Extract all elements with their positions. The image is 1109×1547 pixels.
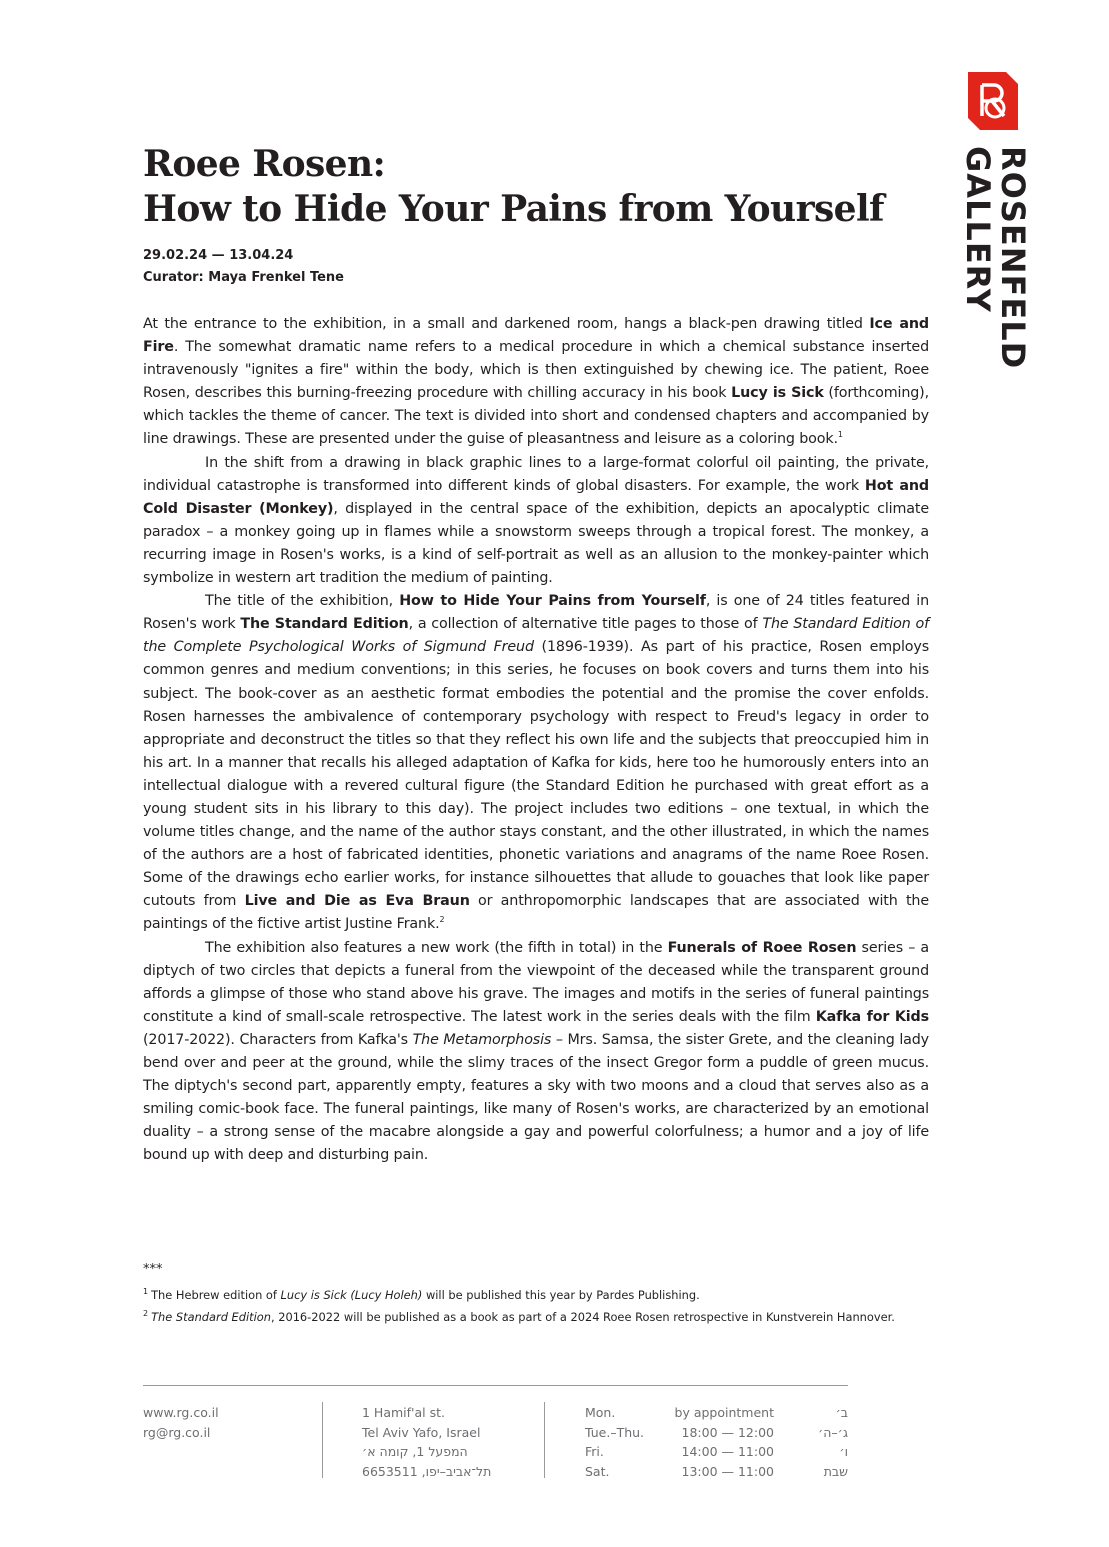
footer-separator <box>544 1402 545 1478</box>
text: (2017-2022). Characters from Kafka's <box>143 1031 413 1048</box>
text: or anthropomorphic landscapes that are associated with the paintings of the fictive artist Justine Frank. <box>143 893 929 933</box>
paragraph-1 <box>143 313 929 452</box>
text: series – a diptych of two circles that depicts a funeral from the viewpoint of the deceased while the transparent ground affords a glimpse of those who stand above his grave. The images and motifs in the series of funeral paintings constitute a kind of small-scale retrospective. The latest work in the series deals with the film <box>143 939 930 1025</box>
footnote-number: 2 <box>143 1309 149 1318</box>
text: In the shift from a drawing in black graphic lines to a large-format colorful oil painting, the private, individual catastrophe is transformed into different kinds of global disasters. For example, the work <box>143 454 929 494</box>
paragraph-3 <box>143 590 929 936</box>
day-label: Tue.–Thu. <box>585 1424 645 1440</box>
book-title: The Metamorphosis <box>412 1031 552 1048</box>
paragraph-4 <box>143 937 929 1168</box>
text: will be published this year by Pardes Publishing. <box>422 1288 700 1302</box>
text: , a collection of alternative title pages to those of <box>408 616 763 633</box>
rg-monogram-icon <box>968 72 1018 130</box>
opening-hours <box>668 1403 774 1481</box>
book-title: Lucy is Sick (Lucy Holeh) <box>280 1288 423 1302</box>
hours-value: 18:00 — 12:00 <box>681 1424 774 1440</box>
day-label-hebrew: ו׳ <box>839 1444 848 1460</box>
work-title: How to Hide Your Pains from Yourself <box>399 593 706 610</box>
hours-value: 13:00 — 11:00 <box>681 1463 774 1479</box>
footnote-ref: 2 <box>439 915 445 925</box>
footnote-ref: 1 <box>837 430 843 440</box>
hours-value: 14:00 — 11:00 <box>681 1444 774 1460</box>
website-link[interactable]: www.rg.co.il <box>143 1405 219 1420</box>
text: The title of the exhibition, <box>205 593 400 610</box>
footer-address <box>362 1403 496 1481</box>
article-body <box>143 313 929 1167</box>
exhibition-dates: 29.02.24 — 13.04.24 <box>143 248 294 263</box>
work-title: Hot and Cold Disaster (Monkey) <box>143 477 929 517</box>
footnote-number: 1 <box>143 1287 149 1296</box>
email-link[interactable]: rg@rg.co.il <box>143 1424 211 1440</box>
text: The exhibition also features a new work (the fifth in total) in the <box>205 939 668 956</box>
address-hebrew-line-2: תל־אביב–יפו, 6653511 <box>362 1463 492 1479</box>
day-label-hebrew: ג׳–ה׳ <box>818 1424 848 1440</box>
opening-days-hebrew <box>800 1403 848 1481</box>
text: The Hebrew edition of <box>151 1288 281 1302</box>
address-line-1: 1 Hamif'al st. <box>362 1405 445 1420</box>
day-label-hebrew: ב׳ <box>835 1405 848 1420</box>
text: (forthcoming), which tackles the theme of cancer. The text is divided into short and condensed chapters and accompanied by line drawings. These are presented under the guise of pleasantness and leisure as a coloring book. <box>143 385 930 448</box>
day-label: Mon. <box>585 1405 616 1420</box>
footnotes <box>143 1284 943 1328</box>
text: (1896-1939). As part of his practice, Rosen employs common genres and medium conventions; in this series, he focuses on book covers and turns them into his subject. The book-cover as an aesthetic format embodies the potential and the promise the cover enfolds. Rosen harnesses the ambivalence of contemporary psychology with respect to Freud's legacy in order to appropriate and deconstruct the titles so that they reflect his own life and the subjects that preoccupied him in his art. In a manner that recalls his alleged adaptation of Kafka for kids, here too he humorously enters into an intellectual dialogue with a revered cultural figure (the Standard Edition he purchased with great effort as a young student sits in his library to this day). The project includes two editions – one textual, in which the volume titles change, and the name of the author stays constant, and the other illustrated, in which the names of the authors are a host of fabricated identities, phonetic variations and anagrams of the name Roee Rosen. Some of the drawings echo earlier works, for instance silhouettes that allude to gouaches that look like paper cutouts from <box>143 639 929 910</box>
gallery-name-line2: GALLERY <box>959 146 997 313</box>
opening-days <box>585 1403 644 1481</box>
footer-separator <box>322 1402 323 1478</box>
title-line-2: How to Hide Your Pains from Yourself <box>143 188 884 230</box>
work-title: Live and Die as Eva Braun <box>244 893 470 910</box>
text: , 2016-2022 will be published as a book as part of a 2024 Roee Rosen retrospective in Kunstverein Hannover. <box>270 1310 895 1324</box>
footnote-1 <box>143 1284 943 1306</box>
work-title: Kafka for Kids <box>815 1008 929 1025</box>
work-title: Lucy is Sick <box>731 385 824 402</box>
text: At the entrance to the exhibition, in a small and darkened room, hangs a black-pen drawing titled <box>143 316 870 332</box>
address-hebrew-line-1: המפעל 1, קומה א׳ <box>362 1444 468 1460</box>
exhibition-meta <box>143 245 344 289</box>
gallery-name-line1: ROSENFELD <box>994 146 1032 370</box>
day-label: Fri. <box>585 1444 604 1460</box>
gallery-name <box>959 146 1032 370</box>
section-separator: *** <box>143 1262 163 1277</box>
text: , displayed in the central space of the exhibition, depicts an apocalyptic climate paradox – a monkey going up in flames while a snowstorm sweeps through a tropical forest. The monkey, a recurring image in Rosen's works, is a kind of self-portrait as well as an allusion to the monkey-painter which symbolize in western art tradition the medium of painting. <box>143 500 929 587</box>
footer-divider <box>143 1385 848 1386</box>
work-title: The Standard Edition <box>240 616 409 633</box>
footer-contact <box>143 1403 219 1442</box>
work-title: Ice and Fire <box>143 316 929 356</box>
curator: Curator: Maya Frenkel Tene <box>143 270 344 285</box>
paragraph-2 <box>143 452 929 591</box>
text: . The somewhat dramatic name refers to a medical procedure in which a chemical substance inserted intravenously "ignites a fire" within the body, which is then extinguished by chewing ice. The patient, Roee Rosen, describes this burning-freezing procedure with chilling accuracy in his book <box>143 339 929 402</box>
hours-value: by appointment <box>674 1405 774 1420</box>
title-line-1: Roee Rosen: <box>143 143 386 185</box>
text: , is one of 24 titles featured in Rosen's work <box>143 593 929 633</box>
work-title: Funerals of Roee Rosen <box>667 939 857 956</box>
book-title: The Standard Edition of the Complete Psychological Works of Sigmund Freud <box>143 616 929 656</box>
day-label: Sat. <box>585 1463 610 1479</box>
book-title: The Standard Edition <box>151 1310 271 1324</box>
day-label-hebrew: שבת <box>823 1463 848 1479</box>
text: – Mrs. Samsa, the sister Grete, and the cleaning lady bend over and peer at the ground, while the slimy traces of the insect Gregor form a puddle of green mucus. The diptych's second part, apparently empty, features a sky with two moons and a cloud that serves also as a smiling comic-book face. The funeral paintings, like many of Rosen's works, are characterized by an emotional duality – a strong sense of the macabre alongside a gay and powerful colorfulness; a humor and a joy of life bound up with deep and disturbing pain. <box>143 1031 929 1164</box>
footnote-2 <box>143 1306 943 1328</box>
address-line-2: Tel Aviv Yafo, Israel <box>362 1424 481 1440</box>
page-title <box>143 142 943 232</box>
